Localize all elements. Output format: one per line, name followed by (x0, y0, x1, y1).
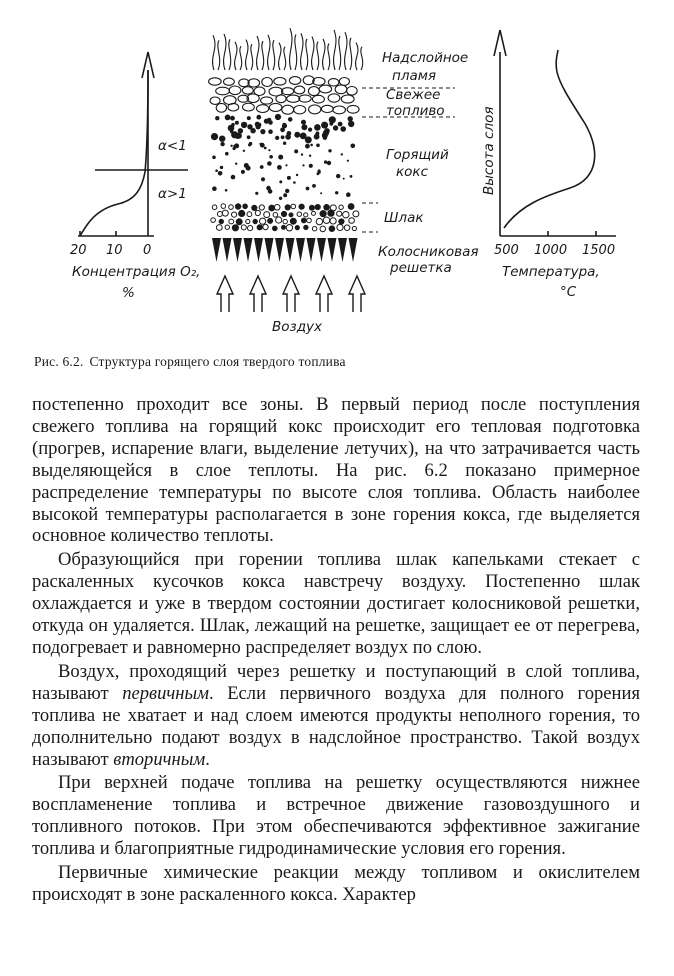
grate-bar (286, 238, 295, 262)
coke-particle (233, 145, 235, 147)
coke-particle (278, 155, 283, 160)
flame-tongue (312, 37, 319, 70)
coke-particle (323, 130, 329, 136)
slag-particle (253, 219, 257, 223)
fuel-lump (242, 87, 253, 94)
flame-tongue (235, 42, 242, 70)
fuel-lump (269, 103, 282, 111)
coke-particle (338, 122, 343, 127)
paragraph-text: постепенно проходит все зоны. В первый период после поступления свежего топлива на горящий кокс происходит его тепловая подготовка (прогрев, испарение влаги, выделение летучих), на что затрачивается часть выделяющейся в слое теплоты. На рис. 6.2 показано примерное распределение температуры по высоте слоя топлива. Область наиболее высокой температуры располагается в зоне горения кокса, где выделяется основное количество теплоты. (32, 394, 640, 547)
oxygen-curve (80, 70, 148, 236)
fuel-lump (274, 78, 286, 86)
slag-particle (259, 205, 264, 210)
paragraph-text: . Если первичного воздуха для полного горения топлива не хватает и над слоем имеются продукты неполного горения, то дополнительно подают воздух в надслойное пространство. Такой воздух называют (32, 682, 640, 770)
slag-particle (229, 205, 234, 210)
slag-particle (316, 218, 322, 224)
coke-particle (247, 116, 251, 120)
paragraph-text: Первичные химические реакции между топливом и окислителем происходят в зоне раскаленного кокса. Характер (32, 862, 640, 905)
slag-particle (276, 217, 282, 223)
grate-bar (338, 238, 347, 262)
grate-bar (328, 238, 337, 262)
slag-particle (285, 205, 290, 210)
coke-particle (260, 165, 264, 169)
paragraph-text: Воздух, проходящий через решетку и поступающий в слой топлива, называют (32, 660, 640, 704)
grate-bar (223, 238, 232, 262)
coke-particle (225, 152, 229, 156)
coke-particle (329, 116, 336, 123)
temperature-axis-unit: °С (560, 284, 577, 300)
flame-layer (213, 28, 363, 70)
coke-particle (285, 164, 287, 166)
coke-particle (215, 116, 219, 120)
grate-bar (349, 238, 358, 262)
coke-particle (235, 163, 237, 165)
figure-caption-text: Структура горящего слоя твердого топлива (89, 354, 346, 369)
slag-layer (211, 204, 359, 232)
grate-bar (296, 238, 305, 262)
fuel-lump (341, 95, 354, 103)
coke-particle (230, 130, 234, 134)
coke-particle (233, 147, 236, 150)
grate-bar (233, 238, 242, 262)
slag-particle (343, 212, 349, 218)
coke-particle (225, 115, 231, 121)
slag-particle (312, 227, 316, 231)
air-arrow-icon (250, 276, 266, 312)
oxygen-axis-unit: % (122, 285, 135, 301)
emphasis-term: вторичным (113, 748, 206, 770)
slag-particle (349, 218, 355, 224)
coke-particle (230, 145, 232, 147)
coke-particle (296, 174, 298, 176)
slag-particle (274, 205, 280, 211)
coke-particle (235, 121, 239, 125)
fuel-lump (299, 95, 311, 102)
coke-particle (266, 186, 271, 191)
slag-particle (290, 218, 296, 224)
slag-particle (225, 225, 229, 229)
coke-particle (305, 144, 310, 149)
coke-particle (268, 129, 273, 134)
coke-particle (324, 160, 327, 163)
paragraph (32, 661, 640, 771)
fuel-lump (339, 78, 349, 86)
coke-particle (346, 192, 351, 197)
air-label: Воздух (272, 319, 323, 335)
air-arrow-icon (316, 276, 332, 312)
slag-particle (273, 213, 278, 218)
paragraph (32, 394, 640, 547)
fuel-lump (347, 87, 358, 96)
slag-particle (219, 219, 223, 223)
coke-particle (248, 144, 251, 147)
slag-particle (329, 226, 335, 232)
flame-tongue (323, 39, 330, 70)
temperature-tick-1000: 1000 (534, 243, 568, 258)
fuel-lump (347, 105, 359, 113)
fuel-lump (209, 78, 222, 85)
coke-particle (351, 144, 356, 149)
grate-bar (244, 238, 253, 262)
coke-particle (306, 187, 310, 191)
coke-particle (287, 176, 291, 180)
slag-particle (211, 218, 216, 223)
layer-flame-label: Надслойное (382, 50, 469, 66)
grate-bar (212, 238, 221, 262)
slag-particle (229, 219, 234, 224)
fuel-lump (312, 95, 324, 103)
coke-particle (225, 189, 228, 192)
slag-particle (283, 219, 287, 223)
slag-particle (222, 210, 228, 216)
coke-particle (241, 122, 247, 128)
coke-particle (309, 155, 311, 157)
coke-particle (261, 177, 265, 181)
fuel-lump (309, 105, 321, 114)
coke-particle (309, 164, 313, 168)
coke-particle (260, 143, 265, 148)
coke-particle (219, 136, 225, 142)
layer-grate-label-2: решетка (390, 260, 452, 276)
coke-particle (275, 114, 281, 120)
oxygen-tick-0: 0 (143, 243, 152, 258)
emphasis-term: первичным (122, 682, 209, 704)
oxygen-tick-10: 10 (106, 243, 123, 258)
slag-particle (260, 218, 266, 224)
layer-slag-label: Шлак (384, 210, 424, 226)
paragraph (32, 862, 640, 906)
fuel-lump (282, 105, 294, 114)
slag-particle (352, 226, 356, 230)
fuel-lump (229, 86, 241, 95)
coke-particle (260, 129, 265, 134)
fuel-lump (282, 88, 294, 95)
coke-particle (308, 128, 312, 132)
air-arrow-icon (349, 276, 365, 312)
slag-particle (268, 218, 273, 223)
slag-particle (232, 225, 238, 231)
air-arrows (217, 276, 365, 312)
slag-particle (312, 211, 316, 215)
temperature-curve (504, 50, 595, 228)
fuel-lump (248, 79, 260, 87)
slag-particle (344, 225, 350, 231)
slag-particle (291, 204, 296, 209)
coke-particle (244, 163, 249, 168)
coke-particle (255, 192, 258, 195)
coke-particle (336, 174, 340, 178)
slag-particle (286, 225, 292, 231)
flame-tongue (345, 32, 352, 70)
coke-particle (314, 134, 320, 140)
oxygen-axis-label: Концентрация O₂, (72, 264, 201, 280)
coke-particle (312, 184, 316, 188)
slag-particle (304, 225, 308, 229)
slag-particle (315, 205, 320, 210)
flame-tongue (334, 30, 341, 70)
slag-particle (264, 212, 270, 218)
slag-particle (320, 226, 326, 232)
coke-particle (212, 156, 216, 160)
body-text (32, 394, 640, 906)
layer-grate-label: Колосниковая (378, 244, 479, 260)
coke-particle (320, 192, 322, 194)
coke-particle (264, 147, 267, 150)
coke-particle (211, 133, 218, 140)
slag-particle (255, 210, 260, 215)
slag-particle (248, 226, 253, 231)
coke-particle (250, 128, 255, 133)
slag-particle (263, 224, 268, 229)
slag-particle (239, 210, 245, 216)
fuel-lump (224, 78, 235, 85)
coke-particle (267, 161, 272, 166)
coke-particle (301, 124, 307, 130)
slag-particle (212, 205, 217, 210)
fuel-lump (261, 97, 273, 104)
coke-particle (283, 142, 286, 145)
temperature-plot (494, 30, 616, 236)
coke-particle (231, 175, 236, 180)
grate-layer (212, 238, 358, 262)
paragraph (32, 772, 640, 860)
coke-particle (347, 160, 349, 162)
slag-particle (241, 225, 246, 230)
slag-particle (295, 226, 299, 230)
coke-particle (243, 150, 245, 152)
fuel-lump (289, 77, 300, 85)
layer-flame-label-2: пламя (392, 68, 437, 84)
coke-particle (348, 121, 354, 127)
coke-particle (283, 193, 287, 197)
flame-tongue (257, 36, 264, 70)
fuel-lump (228, 103, 239, 111)
coke-particle (279, 197, 282, 200)
coke-particle (220, 166, 223, 169)
layer-coke-label-2: кокс (396, 164, 428, 180)
slag-particle (309, 205, 314, 210)
air-arrow-icon (283, 276, 299, 312)
flame-tongue (356, 43, 363, 70)
alpha-gt-label: α>1 (158, 186, 187, 202)
fuel-lump (262, 78, 273, 87)
coke-particle (314, 124, 321, 131)
coke-particle (327, 161, 331, 165)
coke-particle (285, 189, 289, 193)
temperature-y-label: Высота слоя (481, 106, 497, 195)
coke-particle (301, 153, 303, 155)
slag-particle (247, 212, 252, 217)
coke-particle (340, 126, 346, 132)
flame-tongue (224, 34, 231, 70)
slag-particle (299, 204, 304, 209)
paragraph-text: Образующийся при горении топлива шлак капельками стекает с раскаленных кусочков кокса навстречу воздуху. Постепенно шлак охлаждается и уже в твердом состоянии достигает колосниковой решетки, откуда он удаляется. Шлак, лежащий на решетке, защищает ее от перегрева, подогревает и равномерно распределяет воздух по слою. (32, 549, 640, 658)
slag-particle (304, 213, 308, 217)
coke-particle (301, 120, 306, 125)
coke-particle (218, 171, 223, 176)
slag-particle (328, 210, 334, 216)
fuel-lump (321, 105, 333, 112)
slag-particle (301, 218, 306, 223)
slag-particle (348, 204, 354, 210)
alpha-lt-label: α<1 (158, 138, 187, 154)
coke-particle (343, 178, 345, 180)
coke-particle (269, 155, 273, 159)
coke-particle (268, 149, 270, 151)
fuel-lump (335, 85, 347, 94)
slag-particle (339, 205, 343, 209)
slag-particle (232, 212, 237, 217)
flame-tongue (213, 35, 220, 70)
grate-bar (307, 238, 316, 262)
grate-bar (265, 238, 274, 262)
slag-particle (221, 204, 226, 209)
coke-particle (257, 123, 262, 128)
grate-bar (254, 238, 263, 262)
coke-particle (316, 144, 320, 148)
fuel-lump (216, 103, 226, 112)
coke-particle (293, 181, 296, 184)
layer-fresh-fuel-label-2: топливо (386, 103, 445, 119)
temperature-axis-label: Температура, (502, 264, 600, 280)
coke-particle (350, 175, 353, 178)
coke-particle (348, 116, 353, 121)
slag-particle (257, 225, 262, 230)
coke-particle (281, 135, 285, 139)
paragraph-text: При верхней подаче топлива на решетку осуществляются нижнее воспламенение топлива и встречное движение газовоздушного и топливного потоков. При этом обеспечиваются эффективное зажигание топлива и благоприятные гидродинамические условия его горения. (32, 772, 640, 860)
coke-particle (277, 165, 282, 170)
slag-particle (216, 225, 222, 231)
coke-particle (294, 149, 298, 153)
flame-tongue (279, 43, 286, 70)
coke-particle (256, 115, 261, 120)
coke-particle (275, 136, 279, 140)
slag-particle (246, 219, 250, 223)
flame-tongue (290, 28, 297, 70)
grate-bar (275, 238, 284, 262)
slag-particle (297, 212, 301, 216)
slag-particle (320, 211, 326, 217)
slag-particle (337, 211, 342, 216)
slag-particle (269, 205, 275, 211)
coke-particle (215, 169, 218, 172)
flame-tongue (268, 35, 275, 70)
slag-particle (353, 211, 359, 217)
flame-tongue (301, 33, 308, 70)
figure-drawing (0, 0, 674, 350)
fuel-lump (276, 95, 286, 103)
layer-fresh-fuel-label: Свежее (386, 87, 441, 103)
burning-coke-layer (211, 114, 355, 200)
coke-particle (335, 191, 338, 194)
coke-particle (268, 120, 273, 125)
figure-caption (34, 354, 654, 370)
air-arrow-icon (217, 276, 233, 312)
slag-particle (236, 219, 242, 225)
slag-particle (323, 217, 329, 223)
fuel-lump (294, 86, 305, 94)
slag-particle (307, 218, 312, 223)
coke-particle (230, 116, 235, 121)
slag-particle (281, 211, 286, 216)
coke-particle (247, 135, 251, 139)
fuel-lump (328, 79, 339, 86)
figure (0, 0, 674, 350)
slag-particle (235, 204, 240, 209)
fuel-lump (319, 85, 331, 93)
fresh-fuel-layer (209, 76, 360, 114)
coke-particle (282, 123, 286, 127)
coke-particle (317, 172, 320, 175)
slag-particle (243, 204, 248, 209)
fuel-lump (333, 106, 346, 114)
slag-particle (282, 225, 286, 229)
coke-particle (341, 153, 343, 155)
coke-particle (305, 136, 312, 143)
coke-particle (285, 134, 291, 140)
temperature-tick-500: 500 (494, 243, 519, 258)
coke-particle (220, 142, 224, 146)
oxygen-tick-20: 20 (70, 243, 87, 258)
fuel-lump (308, 87, 319, 96)
grate-bar (317, 238, 326, 262)
coke-particle (279, 180, 282, 183)
slag-particle (339, 219, 344, 224)
fuel-lump (216, 87, 230, 95)
slag-particle (330, 218, 336, 224)
slag-particle (324, 205, 330, 211)
coke-particle (321, 122, 328, 129)
coke-particle (333, 125, 338, 130)
paragraph-text: . (205, 748, 210, 770)
flame-tongue (246, 40, 253, 70)
coke-particle (288, 117, 293, 122)
coke-particle (328, 149, 331, 152)
coke-particle (302, 164, 304, 166)
fuel-lump (328, 94, 340, 102)
coke-particle (310, 144, 313, 147)
fuel-lump (257, 105, 269, 113)
coke-particle (241, 170, 245, 174)
fuel-lump (243, 103, 255, 111)
slag-particle (273, 226, 278, 231)
slag-particle (337, 224, 343, 230)
fuel-lump (210, 97, 220, 104)
fuel-lump (294, 106, 306, 114)
paragraph (32, 549, 640, 659)
fuel-lump (287, 95, 300, 102)
coke-particle (212, 186, 217, 191)
coke-particle (238, 128, 243, 133)
temperature-tick-1500: 1500 (582, 243, 616, 258)
layer-coke-label: Горящий (386, 147, 449, 163)
figure-number: Рис. 6.2. (34, 354, 84, 369)
slag-particle (252, 205, 257, 210)
coke-particle (294, 132, 300, 138)
slag-particle (217, 212, 222, 217)
slag-particle (289, 213, 293, 217)
